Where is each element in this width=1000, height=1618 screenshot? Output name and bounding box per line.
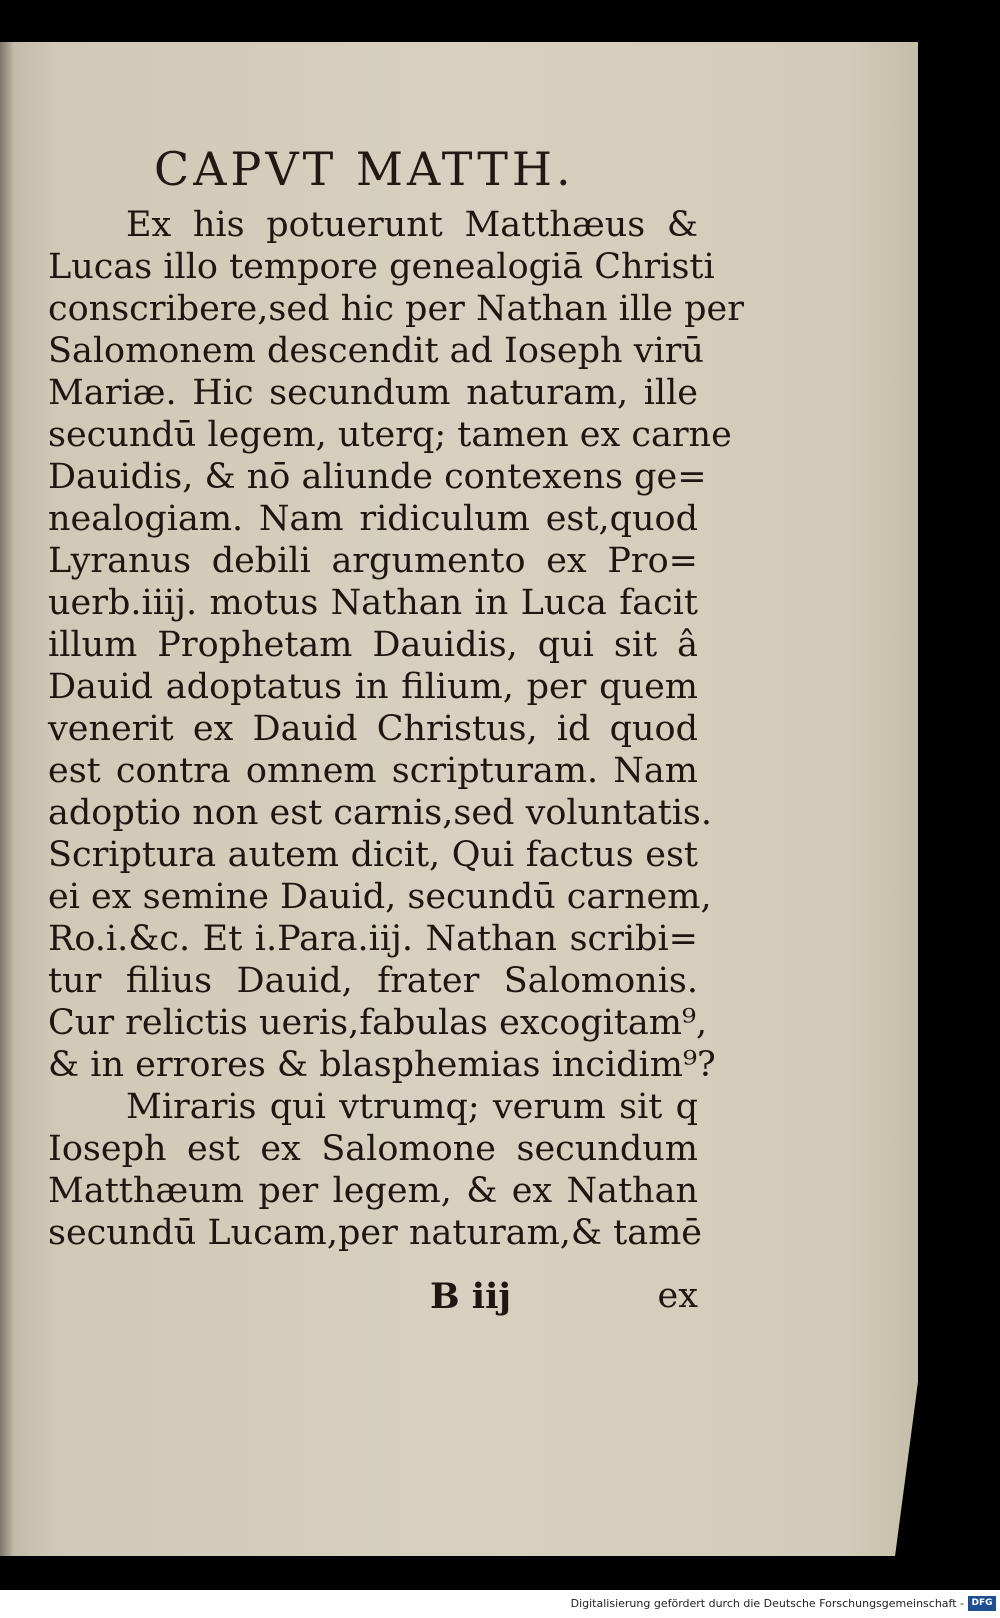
text-line: Ro.i.&c. Et i.Para.iij. Nathan scribi= <box>48 919 698 959</box>
text-line: adoptio non est carnis,sed voluntatis. <box>48 793 712 833</box>
text-line: Scriptura autem dicit, Qui factus est <box>48 835 698 875</box>
digitization-credit: Digitalisierung gefördert durch die Deutsche Forschungsgemeinschaft - <box>570 1597 964 1610</box>
text-line: Matthæum per legem, & ex Nathan <box>48 1171 698 1211</box>
text-line: Salomonem descendit ad Ioseph virū <box>48 331 704 371</box>
dfg-logo-icon: DFG <box>968 1596 996 1611</box>
digitization-credit-bar <box>0 1590 1000 1618</box>
page-gutter-shadow <box>0 42 14 1556</box>
text-line: tur filius Dauid, frater Salomonis. <box>48 961 698 1001</box>
text-line: Dauidis, & nō aliunde contexens ge= <box>48 457 707 497</box>
text-line: Ex his potuerunt Matthæus & <box>126 205 698 245</box>
text-line: Cur relictis ueris,fabulas excogitam⁹, <box>48 1003 708 1043</box>
text-line: Lucas illo tempore genealogiā Christi <box>48 247 715 287</box>
catchword: ex <box>657 1276 698 1316</box>
text-line: venerit ex Dauid Christus, id quod <box>48 709 698 749</box>
body-text <box>48 204 744 1254</box>
text-line: secundū legem, uterq; tamen ex carne <box>48 415 732 455</box>
text-line: Lyranus debili argumento ex Pro= <box>48 541 698 581</box>
text-line: Ioseph est ex Salomone secundum <box>48 1129 698 1169</box>
running-head: CAPVT MATTH. <box>154 142 575 196</box>
text-line: conscribere,sed hic per Nathan ille per <box>48 289 744 329</box>
text-line: illum Prophetam Dauidis, qui sit â <box>48 625 698 665</box>
signature-mark: B iij <box>430 1276 512 1317</box>
page-footer-line <box>48 1276 698 1320</box>
text-line: Dauid adoptatus in filium, per quem <box>48 667 698 707</box>
text-line: & in errores & blasphemias incidim⁹? <box>48 1045 716 1085</box>
text-line: uerb.iiij. motus Nathan in Luca facit <box>48 583 698 623</box>
text-line: Mariæ. Hic secundum naturam, ille <box>48 373 698 413</box>
text-line: nealogiam. Nam ridiculum est,quod <box>48 499 698 539</box>
text-line: Miraris qui vtrumq; verum sit q <box>126 1087 698 1127</box>
text-line: ei ex semine Dauid, secundū carnem, <box>48 877 712 917</box>
text-line: est contra omnem scripturam. Nam <box>48 751 698 791</box>
text-line: secundū Lucam,per naturam,& tamē <box>48 1213 703 1253</box>
